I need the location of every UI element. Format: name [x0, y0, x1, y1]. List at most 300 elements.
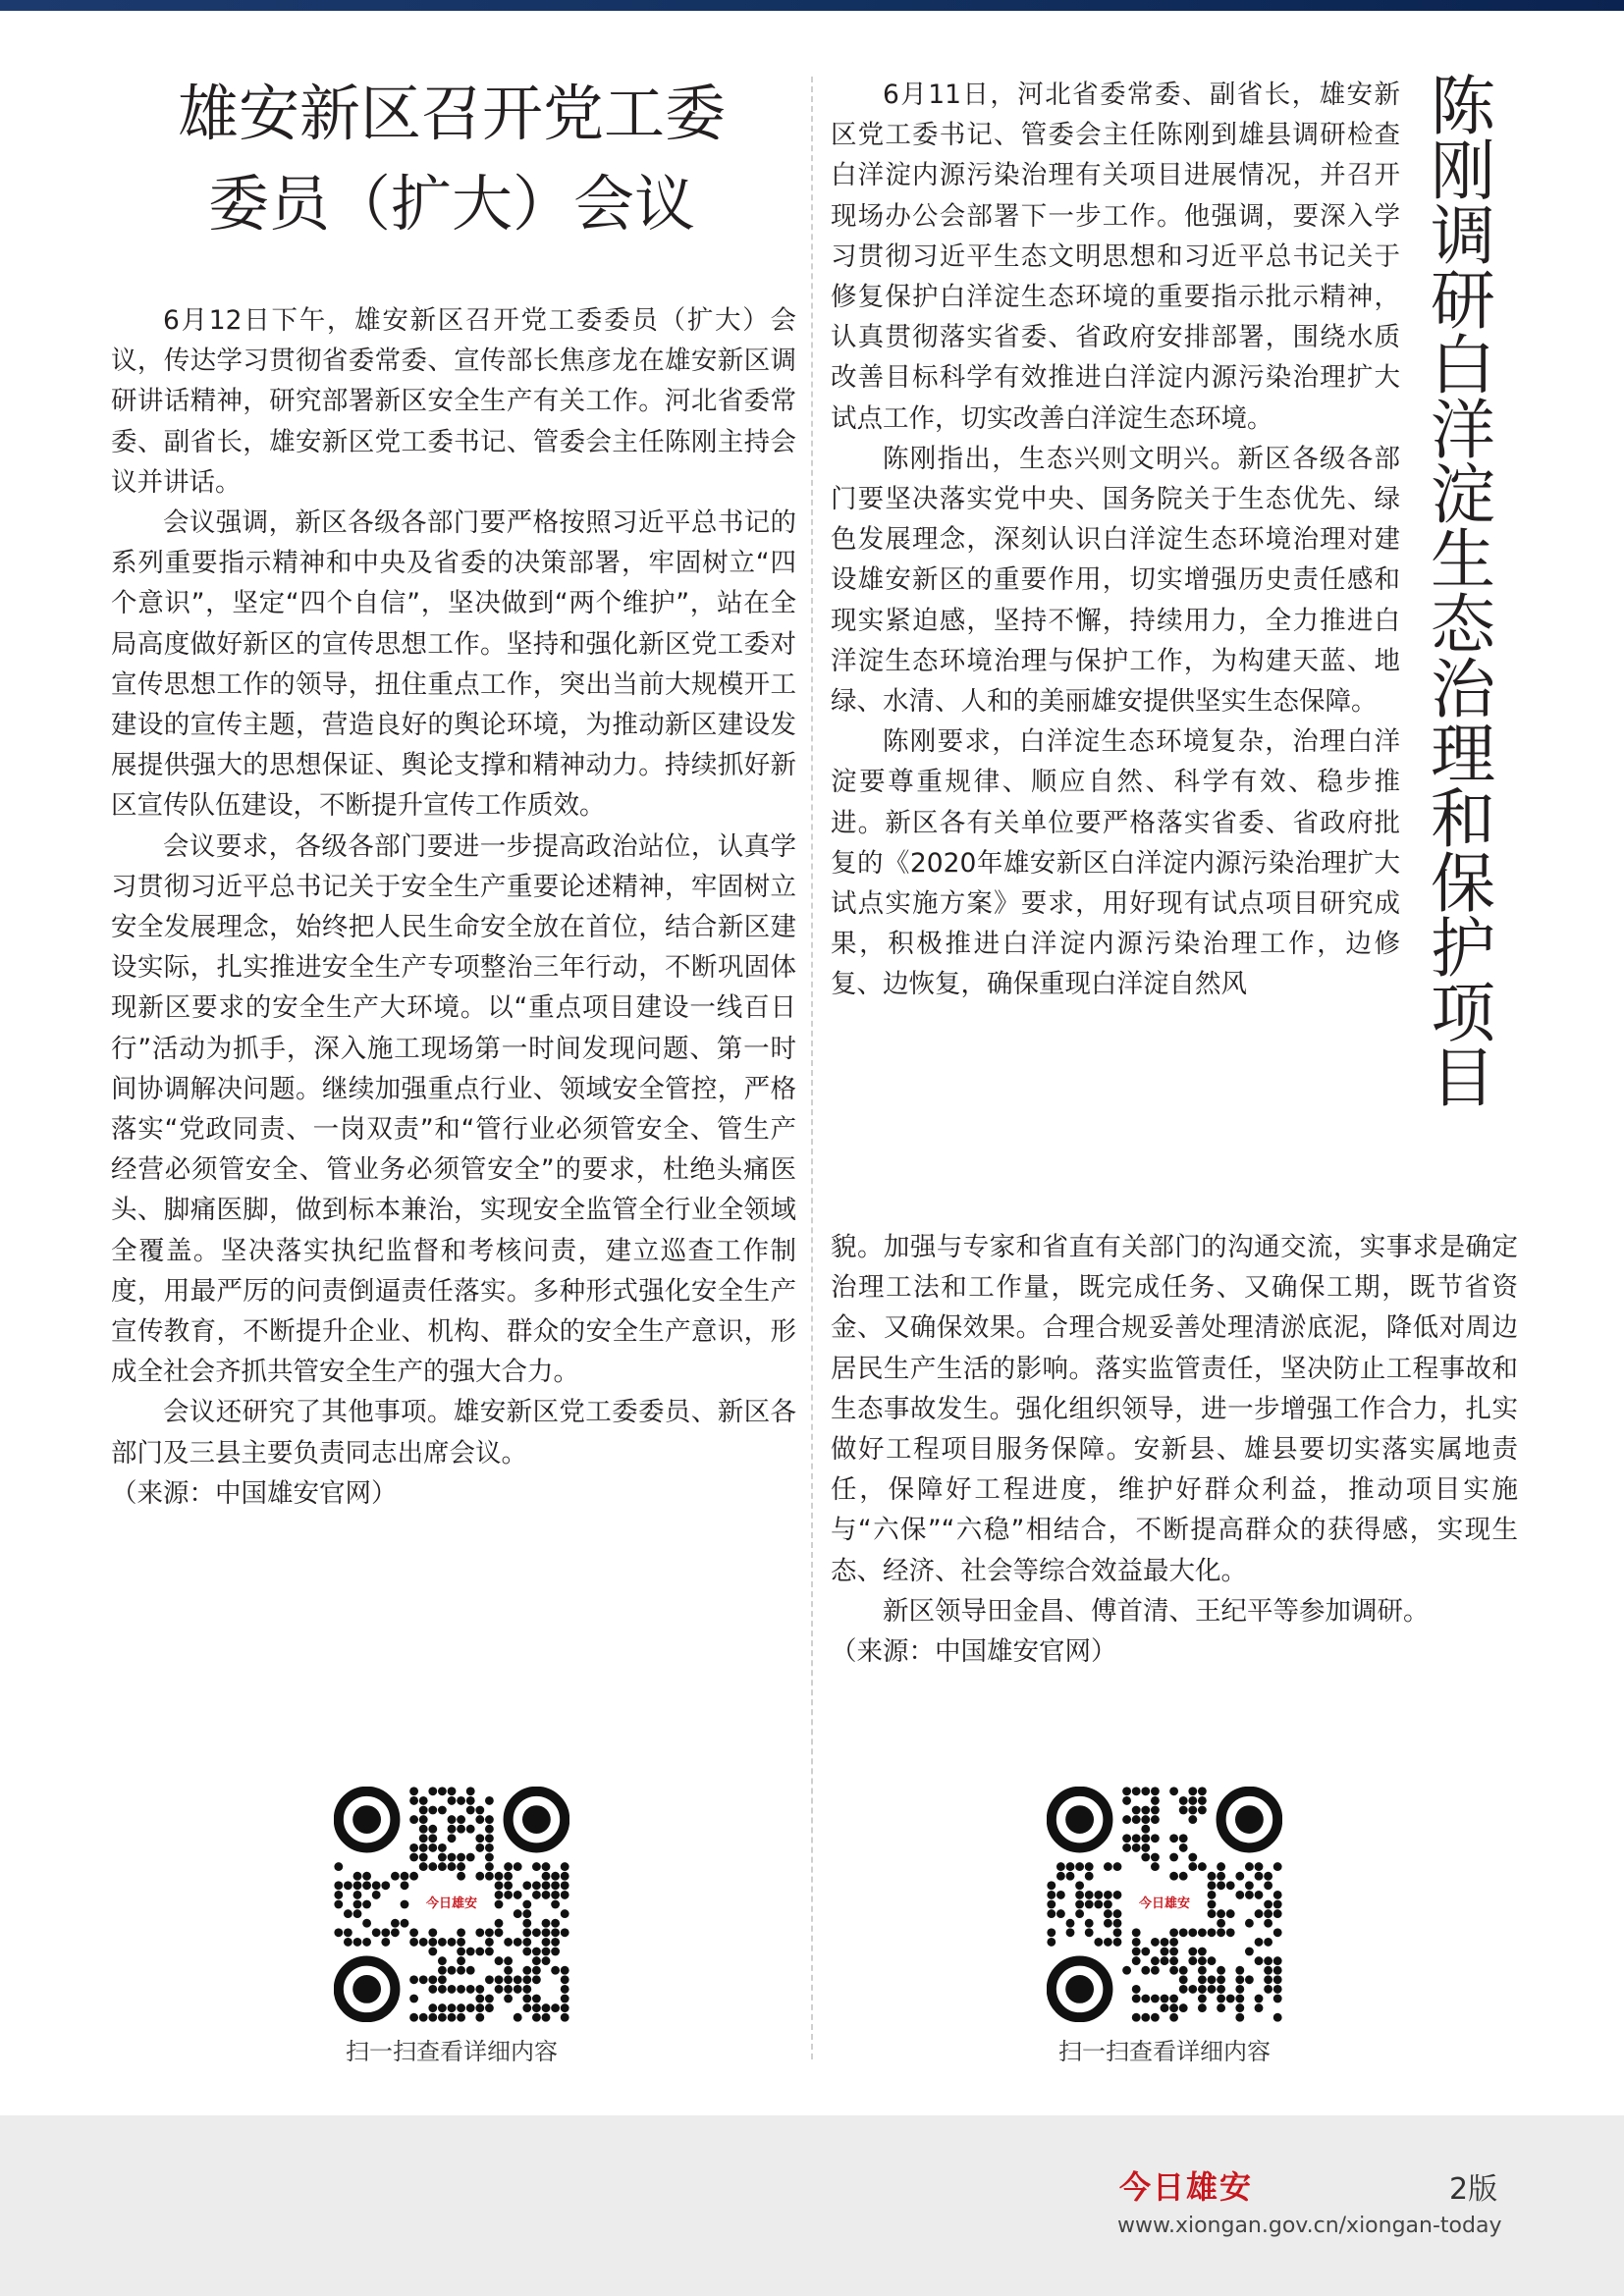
qr-module — [457, 1956, 465, 1965]
qr-module — [428, 2003, 437, 2012]
qr-module — [1141, 1995, 1150, 2003]
qr-module — [1169, 2003, 1178, 2012]
qr-module — [419, 1975, 428, 1984]
qr-module — [495, 1891, 504, 1899]
qr-module — [1151, 1806, 1160, 1815]
qr-module — [542, 2013, 551, 2022]
qr-module — [1075, 1881, 1084, 1890]
qr-module — [1217, 1966, 1225, 1975]
qr-module — [1273, 1966, 1282, 1975]
qr-module — [475, 2003, 484, 2012]
qr-module — [1113, 1909, 1122, 1918]
qr-module — [1273, 1956, 1282, 1965]
qr-module — [1132, 1806, 1141, 1815]
qr-module — [1188, 1853, 1197, 1862]
qr-module — [1264, 1872, 1272, 1881]
qr-module — [1198, 1985, 1207, 1994]
right-title-char: 刚 — [1431, 133, 1495, 209]
qr-module — [561, 1891, 569, 1899]
qr-module — [438, 1956, 447, 1965]
qr-module — [1047, 1909, 1056, 1918]
qr-module — [1273, 1985, 1282, 1994]
right-title-char: 调 — [1431, 198, 1495, 274]
qr-finder-dot — [522, 1805, 551, 1834]
qr-module — [1198, 1862, 1207, 1871]
qr-module — [1132, 1815, 1141, 1824]
qr-module — [485, 1834, 494, 1842]
qr-module — [1075, 1900, 1084, 1909]
qr-module — [1141, 1825, 1150, 1834]
qr-module — [344, 1928, 352, 1937]
qr-module — [438, 1787, 447, 1795]
qr-module — [561, 1966, 569, 1975]
qr-module — [1245, 1919, 1254, 1928]
qr-module — [1066, 1928, 1075, 1937]
qr-module — [391, 1872, 400, 1881]
qr-module — [466, 1806, 475, 1815]
qr-module — [522, 1966, 531, 1975]
qr-module — [1188, 1956, 1197, 1965]
qr-module — [532, 1948, 541, 1956]
qr-module — [419, 1853, 428, 1862]
qr-module — [542, 1928, 551, 1937]
qr-module — [1188, 1787, 1197, 1795]
qr-module — [532, 1928, 541, 1937]
qr-module — [1132, 1843, 1141, 1852]
qr-module — [514, 1891, 522, 1899]
qr-module — [532, 1956, 541, 1965]
qr-module — [1264, 1985, 1272, 1994]
qr-module — [428, 1928, 437, 1937]
qr-module — [428, 1975, 437, 1984]
right-title-char: 保 — [1431, 846, 1495, 922]
qr-module — [1047, 1891, 1056, 1899]
qr-module — [495, 1919, 504, 1928]
qr-module — [1122, 1815, 1131, 1824]
qr-module — [1179, 1928, 1188, 1937]
qr-module — [1255, 2003, 1264, 2012]
qr-module — [475, 1834, 484, 1842]
qr-module — [1132, 1834, 1141, 1842]
qr-module — [1169, 1948, 1178, 1956]
qr-module — [428, 1948, 437, 1956]
qr-module — [561, 1975, 569, 1984]
qr-module — [1132, 1985, 1141, 1994]
qr-module — [1217, 1919, 1225, 1928]
qr-module — [409, 2013, 418, 2022]
qr-module — [1217, 1872, 1225, 1881]
qr-module — [344, 1881, 352, 1890]
qr-module — [495, 1881, 504, 1890]
qr-module — [1161, 1995, 1169, 2003]
qr-module — [475, 1806, 484, 1815]
qr-module — [419, 1938, 428, 1947]
qr-module — [504, 1995, 513, 2003]
qr-module — [1217, 1862, 1225, 1871]
qr-module — [362, 1938, 371, 1947]
qr-module — [1151, 1995, 1160, 2003]
qr-module — [428, 1843, 437, 1852]
qr-module — [1113, 1919, 1122, 1928]
qr-module — [448, 1796, 457, 1805]
qr-module — [1122, 1796, 1131, 1805]
qr-module — [448, 2003, 457, 2012]
qr-module — [542, 1891, 551, 1899]
right-article-title — [1424, 69, 1502, 1116]
left-title-line-2: 委员（扩大）会议 — [207, 168, 695, 240]
left-qr-code[interactable] — [334, 1787, 569, 2022]
qr-module — [1188, 1928, 1197, 1937]
qr-module — [1217, 1975, 1225, 1984]
qr-module — [1056, 1872, 1065, 1881]
right-title-char: 和 — [1431, 781, 1495, 857]
left-qr-caption: 扫一扫查看详细内容 — [346, 2038, 558, 2065]
qr-module — [1198, 1928, 1207, 1937]
qr-module — [561, 2003, 569, 2012]
right-title-char: 生 — [1431, 522, 1495, 598]
left-paragraph-2: 会议强调，新区各级各部门要严格按照习近平总书记的系列重要指示精神和中央及省委的决策部署，牢固树立“四个意识”，坚定“四个自信”，坚决做到“两个维护”，站在全局高度做好新区的宣传思想工作。坚持和强化新区党工委对宣传思想工作的领导，扭住重点工作，突出当前大规模开工建设的宣传主题，营造良好的舆论环境，为推动新区建设发展提供强大的思想保证、舆论支撑和精神动力。持续抓好新区宣传队伍建设，不断提升宣传工作质效。 — [111, 507, 796, 822]
qr-module — [1235, 1872, 1244, 1881]
qr-module — [1255, 1891, 1264, 1899]
qr-module — [381, 1928, 390, 1937]
qr-module — [1188, 1806, 1197, 1815]
qr-module — [344, 1938, 352, 1947]
qr-module — [428, 1787, 437, 1795]
qr-module — [409, 1928, 418, 1937]
qr-module — [1208, 1909, 1217, 1918]
qr-module — [1141, 1843, 1150, 1852]
qr-module — [1151, 1853, 1160, 1862]
qr-module — [1161, 2003, 1169, 2012]
qr-module — [1066, 1872, 1075, 1881]
left-paragraph-3: 会议要求，各级各部门要进一步提高政治站位，认真学习贯彻习近平总书记关于安全生产重要论述精神，牢固树立安全发展理念，始终把人民生命安全放在首位，结合新区建设实际，扎实推进安全生产专项整治三年行动，不断巩固体现新区要求的安全生产大环境。以“重点项目建设一线百日行”活动为抓手，深入施工现场第一时间发现问题、第一时间协调解决问题。继续加强重点行业、领域安全管控，严格落实“党政同责、一岗双责”和“管行业必须管安全、管生产经营必须管安全、管业务必须管安全”的要求，杜绝头痛医头、脚痛医脚，做到标本兼治，实现安全监管全行业全领域全覆盖。坚决落实执纪监督和考核问责，建立巡查工作制度，用最严厉的问责倒逼责任落实。多种形式强化安全生产宣传教育，不断提升企业、机构、群众的安全生产意识，形成全社会齐抓共管安全生产的强大合力。 — [111, 830, 796, 1388]
qr-module — [457, 1966, 465, 1975]
qr-module — [1047, 1938, 1056, 1947]
qr-module — [551, 1891, 560, 1899]
qr-module — [504, 1956, 513, 1965]
qr-module — [1056, 1909, 1065, 1918]
qr-module — [466, 2003, 475, 2012]
qr-module — [1198, 2003, 1207, 2012]
qr-module — [1264, 1909, 1272, 1918]
qr-module — [457, 1862, 465, 1871]
qr-module — [1208, 1975, 1217, 1984]
qr-module — [409, 1995, 418, 2003]
qr-module — [1122, 1834, 1131, 1842]
qr-module — [1151, 1966, 1160, 1975]
qr-module — [466, 1796, 475, 1805]
qr-module — [1141, 1834, 1150, 1842]
qr-module — [1122, 1843, 1131, 1852]
qr-module — [495, 1928, 504, 1937]
qr-module — [401, 1900, 409, 1909]
qr-module — [542, 1956, 551, 1965]
qr-module — [409, 1815, 418, 1824]
qr-module — [522, 2003, 531, 2012]
qr-module — [381, 1938, 390, 1947]
qr-module — [495, 1975, 504, 1984]
qr-module — [1273, 1975, 1282, 1984]
qr-module — [1217, 2003, 1225, 2012]
right-title-char: 陈 — [1431, 69, 1495, 144]
qr-module — [532, 1966, 541, 1975]
qr-module — [1208, 1891, 1217, 1899]
qr-module — [485, 1948, 494, 1956]
qr-module — [419, 1825, 428, 1834]
qr-module — [353, 1909, 362, 1918]
right-qr-code[interactable] — [1047, 1787, 1282, 2022]
qr-module — [362, 1900, 371, 1909]
qr-module — [1151, 1862, 1160, 1871]
right-title-char: 目 — [1431, 1041, 1495, 1116]
qr-module — [448, 1938, 457, 1947]
left-title-line-1: 雄安新区召开党工委 — [177, 78, 726, 149]
qr-module — [1245, 1975, 1254, 1984]
qr-module — [561, 1995, 569, 2003]
qr-module — [485, 1815, 494, 1824]
qr-module — [1047, 1928, 1056, 1937]
qr-module — [334, 1891, 343, 1899]
qr-module — [522, 1948, 531, 1956]
qr-module — [1208, 1928, 1217, 1937]
qr-module — [428, 2013, 437, 2022]
qr-module — [372, 1891, 381, 1899]
qr-module — [475, 1928, 484, 1937]
qr-module — [334, 1928, 343, 1937]
qr-module — [419, 1834, 428, 1842]
qr-module — [1235, 1975, 1244, 1984]
right-paragraph-2: 陈刚指出，生态兴则文明兴。新区各级各部门要坚决落实党中央、国务院关于生态优先、绿色发展理念，深刻认识白洋淀生态环境治理对建设雄安新区的重要作用，切实增强历史责任感和现实紧迫感，坚持不懈，持续用力，全力推进白洋淀生态环境治理与保护工作，为构建天蓝、地绿、水清、人和的美丽雄安提供坚实生态保障。 — [831, 443, 1400, 718]
qr-module — [401, 1919, 409, 1928]
qr-module — [504, 1862, 513, 1871]
qr-module — [1179, 1843, 1188, 1852]
qr-module — [438, 1975, 447, 1984]
qr-module — [1169, 1787, 1178, 1795]
qr-module — [1198, 1975, 1207, 1984]
qr-module — [1122, 1966, 1131, 1975]
qr-module — [466, 1966, 475, 1975]
qr-finder-dot — [352, 1975, 381, 2003]
qr-module — [1141, 1948, 1150, 1956]
qr-module — [1151, 1956, 1160, 1965]
qr-module — [1132, 1928, 1141, 1937]
qr-module — [1273, 1900, 1282, 1909]
qr-module — [419, 1843, 428, 1852]
qr-module — [1104, 1909, 1112, 1918]
page-footer — [0, 2115, 1624, 2296]
qr-module — [448, 1825, 457, 1834]
qr-module — [1104, 1862, 1112, 1871]
qr-module — [1132, 1787, 1141, 1795]
qr-module — [542, 1938, 551, 1947]
qr-module — [1264, 1966, 1272, 1975]
qr-module — [457, 1928, 465, 1937]
qr-module — [1104, 1919, 1112, 1928]
qr-module — [1169, 1956, 1178, 1965]
qr-module — [1226, 1881, 1235, 1890]
qr-module — [1255, 1872, 1264, 1881]
qr-module — [1113, 1891, 1122, 1899]
qr-module — [485, 2003, 494, 2012]
qr-module — [1273, 1891, 1282, 1899]
right-title-char: 研 — [1431, 263, 1495, 339]
footer-brand-logo: 今日雄安 — [1119, 2168, 1254, 2206]
qr-module — [1226, 1928, 1235, 1937]
qr-module — [522, 1919, 531, 1928]
qr-module — [561, 1909, 569, 1918]
qr-module — [1085, 1862, 1094, 1871]
qr-module — [1113, 1928, 1122, 1937]
qr-module — [428, 1806, 437, 1815]
qr-module — [381, 1881, 390, 1890]
qr-module — [495, 1985, 504, 1994]
qr-module — [542, 1872, 551, 1881]
qr-module — [504, 1891, 513, 1899]
qr-module — [542, 2003, 551, 2012]
qr-module — [1245, 1891, 1254, 1899]
qr-module — [1198, 1796, 1207, 1805]
qr-module — [542, 1881, 551, 1890]
qr-module — [372, 1881, 381, 1890]
qr-module — [391, 1919, 400, 1928]
qr-module — [475, 2013, 484, 2022]
qr-module — [475, 1995, 484, 2003]
qr-module — [448, 1853, 457, 1862]
qr-module — [522, 1985, 531, 1994]
qr-module — [522, 1938, 531, 1947]
right-title-char: 洋 — [1431, 393, 1495, 468]
qr-module — [448, 1862, 457, 1871]
qr-module — [1132, 1956, 1141, 1965]
footer-url-link[interactable]: www.xiongan.gov.cn/xiongan-today — [1117, 2214, 1502, 2238]
qr-module — [551, 1881, 560, 1890]
qr-module — [428, 1862, 437, 1871]
qr-module — [542, 1919, 551, 1928]
qr-module — [1273, 1909, 1282, 1918]
qr-module — [1094, 1938, 1103, 1947]
qr-module — [438, 2003, 447, 2012]
qr-module — [353, 1872, 362, 1881]
qr-module — [1235, 1966, 1244, 1975]
qr-module — [1179, 1796, 1188, 1805]
qr-module — [448, 1985, 457, 1994]
qr-module — [542, 1862, 551, 1871]
qr-module — [1066, 1862, 1075, 1871]
qr-module — [1169, 1853, 1178, 1862]
qr-module — [1255, 1956, 1264, 1965]
qr-module — [428, 1834, 437, 1842]
qr-module — [522, 1881, 531, 1890]
qr-module — [1169, 1872, 1178, 1881]
qr-module — [1235, 1891, 1244, 1899]
qr-module — [457, 1938, 465, 1947]
qr-module — [561, 1872, 569, 1881]
qr-module — [334, 1900, 343, 1909]
qr-module — [419, 1815, 428, 1824]
qr-module — [1264, 1881, 1272, 1890]
qr-module — [1141, 2013, 1150, 2022]
qr-module — [438, 1843, 447, 1852]
top-accent-bar — [0, 0, 1624, 11]
qr-module — [1198, 1966, 1207, 1975]
qr-module — [448, 1834, 457, 1842]
qr-module — [438, 2013, 447, 2022]
qr-module — [1122, 1787, 1131, 1795]
qr-module — [532, 2003, 541, 2012]
qr-module — [1169, 1995, 1178, 2003]
qr-module — [438, 1862, 447, 1871]
qr-module — [475, 1843, 484, 1852]
qr-module — [1169, 2013, 1178, 2022]
qr-module — [1161, 1938, 1169, 1947]
qr-module — [504, 1975, 513, 1984]
qr-module — [1179, 2003, 1188, 2012]
left-article-source: （来源：中国雄安官网） — [111, 1477, 398, 1509]
right-title-char: 治 — [1431, 652, 1495, 727]
qr-module — [475, 1985, 484, 1994]
qr-module — [1235, 2013, 1244, 2022]
qr-module — [457, 1948, 465, 1956]
qr-module — [1056, 1862, 1065, 1871]
right-paragraph-1: 6月11日，河北省委常委、副省长，雄安新区党工委书记、管委会主任陈刚到雄县调研检查白洋淀内源污染治理有关项目进展情况，并召开现场办公会部署下一步工作。他强调，要深入学习贯彻习近平生态文明思想和习近平总书记关于修复保护白洋淀生态环境的重要指示批示精神，认真贯彻落实省委、省政府安排部署，围绕水质改善目标科学有效推进白洋淀内源污染治理扩大试点工作，切实改善白洋淀生态环境。 — [831, 80, 1400, 434]
qr-module — [561, 1928, 569, 1937]
qr-module — [448, 2013, 457, 2022]
qr-module — [1169, 1966, 1178, 1975]
qr-module — [514, 1975, 522, 1984]
qr-module — [532, 1975, 541, 1984]
qr-module — [1208, 1956, 1217, 1965]
qr-finder-dot — [1065, 1975, 1094, 2003]
qr-module — [466, 1787, 475, 1795]
qr-module — [1132, 2013, 1141, 2022]
qr-module — [1169, 1938, 1178, 1947]
qr-module — [409, 1796, 418, 1805]
qr-module — [514, 1938, 522, 1947]
qr-module — [1245, 1881, 1254, 1890]
right-paragraph-3: 陈刚要求，白洋淀生态环境复杂，治理白洋淀要尊重规律、顺应自然、科学有效、稳步推进。新区各有关单位要严格落实省委、省政府批复的《2020年雄安新区白洋淀内源污染治理扩大试点实施方案》要求，用好现有试点项目研究成果，积极推进白洋淀内源污染治理工作，边修复、边恢复，确保重现白洋淀自然风 — [831, 726, 1400, 1000]
qr-module — [485, 1928, 494, 1937]
qr-module — [504, 1872, 513, 1881]
right-title-char: 白 — [1431, 328, 1495, 403]
qr-module — [448, 1966, 457, 1975]
qr-module — [466, 1948, 475, 1956]
qr-module — [504, 1985, 513, 1994]
qr-module — [344, 1909, 352, 1918]
qr-module — [466, 1985, 475, 1994]
qr-module — [1104, 1938, 1112, 1947]
qr-module — [419, 1806, 428, 1815]
left-paragraph-1: 6月12日下午，雄安新区召开党工委委员（扩大）会议，传达学习贯彻省委常委、宣传部长焦彦龙在雄安新区调研讲话精神，研究部署新区安全生产有关工作。河北省委常委、副省长，雄安新区党工委书记、管委会主任陈刚主持会议并讲话。 — [111, 305, 796, 498]
qr-module — [1075, 1862, 1084, 1871]
qr-module — [1264, 1938, 1272, 1947]
right-title-char: 护 — [1431, 911, 1495, 987]
qr-module — [438, 1806, 447, 1815]
qr-module — [428, 1825, 437, 1834]
qr-module — [1208, 1872, 1217, 1881]
qr-module — [1056, 1891, 1065, 1899]
qr-module — [457, 2003, 465, 2012]
qr-module — [532, 1995, 541, 2003]
qr-module — [1273, 2013, 1282, 2022]
qr-module — [466, 1825, 475, 1834]
qr-module — [1104, 1900, 1112, 1909]
qr-module — [495, 1956, 504, 1965]
qr-module — [1169, 1834, 1178, 1842]
qr-module — [1264, 1919, 1272, 1928]
qr-module — [514, 1862, 522, 1871]
qr-module — [1169, 1928, 1178, 1937]
right-article-body-top — [831, 75, 1400, 1005]
